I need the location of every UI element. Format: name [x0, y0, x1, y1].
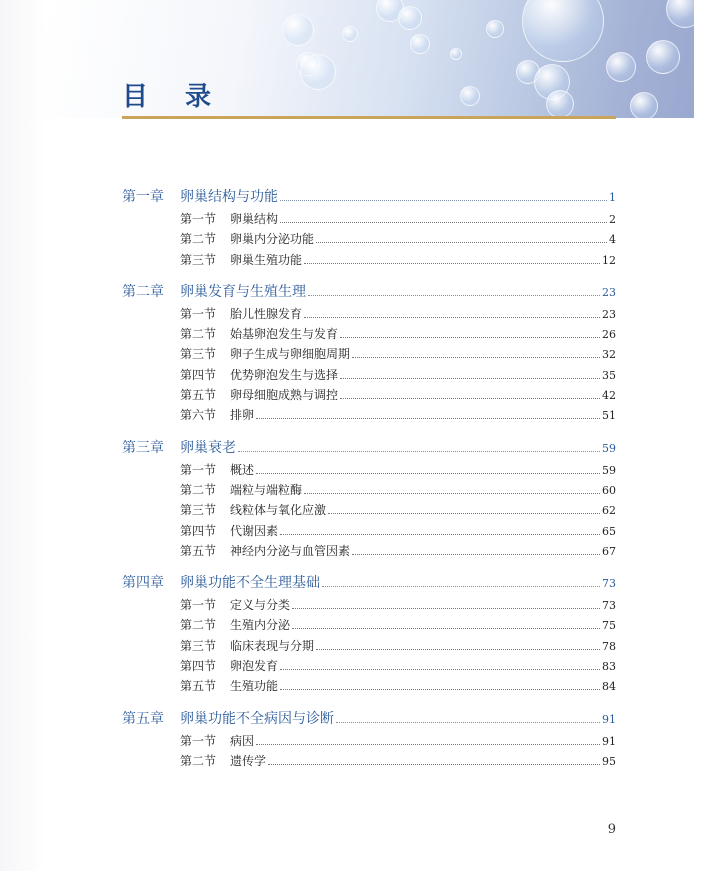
chapter-page-number: 23: [602, 285, 616, 299]
section-page-number: 73: [602, 599, 616, 613]
leader-dots: [256, 473, 600, 474]
page-number: 9: [607, 822, 616, 837]
toc-chapter-entry[interactable]: [122, 281, 616, 305]
chapter-number: 第三章: [122, 439, 164, 456]
section-number: 第五节: [180, 543, 217, 558]
leader-dots: [280, 689, 600, 690]
chapter-page-number: 1: [609, 191, 616, 204]
section-title: 病因: [230, 733, 255, 748]
leader-dots: [256, 744, 600, 745]
section-page-number: 32: [602, 348, 616, 362]
leader-dots: [268, 764, 600, 765]
section-number: 第三节: [180, 503, 217, 518]
toc-section-entry[interactable]: [180, 366, 616, 386]
toc-section-entry[interactable]: [180, 732, 616, 752]
section-page-number: 23: [602, 307, 616, 321]
section-number: 第五节: [180, 388, 217, 403]
toc-chapter: [122, 437, 616, 562]
toc-section-entry[interactable]: [180, 677, 616, 697]
leader-dots: [292, 628, 600, 629]
section-page-number: 59: [602, 463, 616, 477]
toc-section-entry[interactable]: [180, 542, 616, 562]
section-number: 第四节: [180, 367, 217, 382]
toc-section-entry[interactable]: [180, 406, 616, 426]
chapter-number: 第一章: [122, 189, 164, 205]
toc-section-entry[interactable]: [180, 637, 616, 657]
section-number: 第五节: [180, 679, 217, 694]
section-page-number: 78: [602, 639, 616, 653]
section-page-number: 12: [602, 253, 616, 267]
leader-dots: [352, 554, 600, 555]
section-number: 第二节: [180, 618, 217, 633]
section-number: 第一节: [180, 598, 217, 613]
toc-section-entry[interactable]: [180, 481, 616, 501]
section-page-number: 67: [602, 544, 616, 558]
toc-section-entry[interactable]: [180, 325, 616, 345]
leader-dots: [336, 722, 600, 723]
section-title: 卵巢生殖功能: [230, 252, 303, 267]
section-title: 遗传学: [230, 753, 267, 768]
leader-dots: [340, 398, 600, 399]
section-title: 生殖功能: [230, 679, 279, 694]
section-title: 卵泡发育: [230, 659, 279, 674]
toc-section-entry[interactable]: [180, 461, 616, 481]
section-title: 排卵: [230, 408, 255, 423]
leader-dots: [340, 378, 600, 379]
leader-dots: [352, 357, 600, 358]
section-number: 第一节: [180, 212, 217, 226]
table-of-contents: [122, 186, 616, 782]
leader-dots: [304, 317, 600, 318]
section-page-number: 75: [602, 619, 616, 633]
section-page-number: 60: [602, 483, 616, 497]
section-title: 神经内分泌与血管因素: [230, 543, 351, 558]
toc-chapter-entry[interactable]: [122, 572, 616, 596]
section-page-number: 83: [602, 660, 616, 674]
toc-section-entry[interactable]: [180, 752, 616, 772]
toc-section-entry[interactable]: [180, 210, 616, 230]
toc-section-entry[interactable]: [180, 230, 616, 250]
toc-chapter-entry[interactable]: [122, 186, 616, 210]
chapter-title: 卵巢衰老: [180, 439, 236, 456]
page-title: 目 录: [122, 82, 226, 112]
toc-chapter-entry[interactable]: [122, 708, 616, 732]
section-page-number: 65: [602, 524, 616, 538]
section-number: 第六节: [180, 408, 217, 423]
section-title: 概述: [230, 462, 255, 477]
chapter-number: 第二章: [122, 283, 164, 300]
chapter-title: 卵巢结构与功能: [180, 189, 278, 205]
section-page-number: 35: [602, 368, 616, 382]
leader-dots: [280, 200, 607, 201]
toc-chapter: [122, 708, 616, 773]
section-page-number: 51: [602, 409, 616, 423]
chapter-page-number: 91: [602, 712, 616, 726]
toc-chapter-entry[interactable]: [122, 437, 616, 461]
section-title: 卵子生成与卵细胞周期: [230, 347, 351, 362]
section-number: 第二节: [180, 327, 217, 342]
toc-chapter: [122, 572, 616, 697]
section-page-number: 2: [609, 213, 616, 226]
leader-dots: [340, 337, 600, 338]
section-number: 第二节: [180, 753, 217, 768]
chapter-number: 第五章: [122, 710, 164, 727]
toc-section-entry[interactable]: [180, 501, 616, 521]
leader-dots: [304, 493, 600, 494]
leader-dots: [328, 513, 600, 514]
section-title: 临床表现与分期: [230, 638, 315, 653]
leader-dots: [280, 669, 600, 670]
toc-section-entry[interactable]: [180, 657, 616, 677]
toc-section-entry[interactable]: [180, 251, 616, 271]
section-title: 胎儿性腺发育: [230, 306, 303, 321]
chapter-title: 卵巢发育与生殖生理: [180, 283, 306, 300]
toc-section-entry[interactable]: [180, 305, 616, 325]
section-title: 生殖内分泌: [230, 618, 291, 633]
toc-chapter: [122, 281, 616, 427]
section-title: 代谢因素: [230, 523, 279, 538]
section-title: 优势卵泡发生与选择: [230, 367, 339, 382]
section-title: 始基卵泡发生与发育: [230, 327, 339, 342]
section-title: 端粒与端粒酶: [230, 482, 303, 497]
toc-section-entry[interactable]: [180, 616, 616, 636]
section-page-number: 95: [602, 754, 616, 768]
leader-dots: [292, 608, 600, 609]
chapter-title: 卵巢功能不全生理基础: [180, 575, 320, 592]
section-number: 第二节: [180, 482, 217, 497]
section-page-number: 91: [602, 734, 616, 748]
leader-dots: [316, 242, 607, 243]
chapter-title: 卵巢功能不全病因与诊断: [180, 710, 334, 727]
leader-dots: [280, 222, 607, 223]
section-number: 第二节: [180, 232, 217, 247]
section-number: 第四节: [180, 659, 217, 674]
chapter-page-number: 59: [602, 441, 616, 455]
chapter-page-number: 73: [602, 577, 616, 591]
leader-dots: [308, 295, 600, 296]
section-title: 卵巢内分泌功能: [230, 232, 315, 247]
section-number: 第三节: [180, 252, 217, 267]
section-title: 卵巢结构: [230, 212, 279, 226]
section-page-number: 4: [609, 233, 616, 247]
section-page-number: 62: [602, 504, 616, 518]
toc-section-entry[interactable]: [180, 345, 616, 365]
leader-dots: [256, 418, 600, 419]
toc-section-entry[interactable]: [180, 522, 616, 542]
section-number: 第一节: [180, 306, 217, 321]
section-title: 卵母细胞成熟与调控: [230, 388, 339, 403]
leader-dots: [304, 263, 600, 264]
section-number: 第一节: [180, 462, 217, 477]
section-title: 线粒体与氧化应激: [230, 503, 327, 518]
chapter-number: 第四章: [122, 575, 164, 592]
leader-dots: [238, 451, 600, 452]
leader-dots: [316, 649, 600, 650]
section-page-number: 26: [602, 328, 616, 342]
section-number: 第四节: [180, 523, 217, 538]
leader-dots: [322, 586, 600, 587]
section-number: 第三节: [180, 638, 217, 653]
section-title: 定义与分类: [230, 598, 291, 613]
toc-section-entry[interactable]: [180, 596, 616, 616]
toc-chapter: [122, 186, 616, 271]
section-number: 第三节: [180, 347, 217, 362]
toc-section-entry[interactable]: [180, 386, 616, 406]
title-divider: [122, 116, 616, 119]
leader-dots: [280, 534, 600, 535]
section-page-number: 42: [602, 389, 616, 403]
section-page-number: 84: [602, 680, 616, 694]
section-number: 第一节: [180, 733, 217, 748]
